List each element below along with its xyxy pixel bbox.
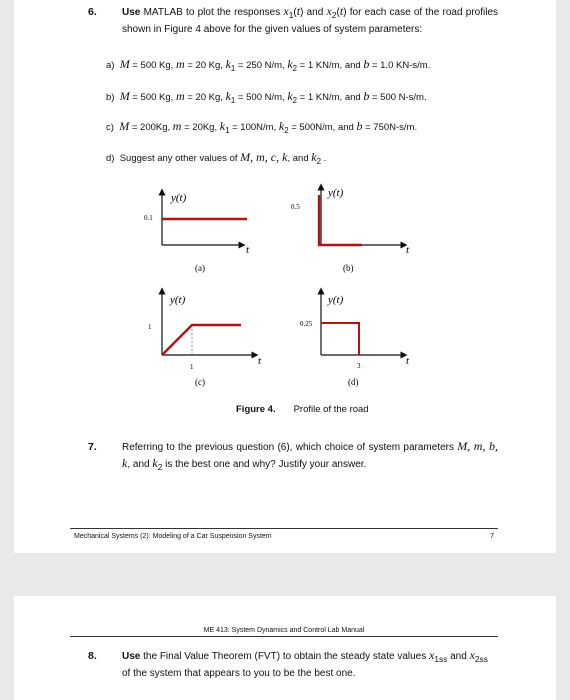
page-header: ME 413: System Dynamics and Control Lab Manual <box>203 627 365 634</box>
document-page-7 <box>14 0 556 553</box>
graph-d-x-label: t <box>406 355 410 367</box>
question-6-item-d: d) Suggest any other values of M, m, c, k, and $k_2$ . <box>106 150 327 166</box>
question-7-number: 7. <box>88 441 97 453</box>
graph-d-profile-line <box>321 323 359 355</box>
graph-b-x-label: t <box>406 244 410 256</box>
graph-a-x-label: t <box>246 244 250 256</box>
graph-b-y-tick: 0.5 <box>291 203 300 211</box>
question-7-text: Referring to the previous question (6), which choice of system parameters M, m, b, k, and $k_2$ is the best one and why? Justify your answer. <box>122 439 498 472</box>
figure-4-label: Figure 4. <box>236 404 276 415</box>
question-6-item-c: c) M = 200Kg, m = 20Kg, $k_1 = 100N/m$, $k_2 = 500N/m$, and b = 750N-s/m. <box>106 119 418 135</box>
graph-d <box>300 291 410 387</box>
question-8-number: 8. <box>88 650 97 662</box>
graph-d-caption: (d) <box>348 377 359 387</box>
header-rule <box>70 636 498 637</box>
figure-4-road-profiles <box>14 175 556 415</box>
graph-c-x-label: t <box>258 355 262 367</box>
graph-a-y-label: y(t) <box>171 192 187 204</box>
question-6-item-b: b) M = 500 Kg, m = 20 Kg, $k_1 = 500$ N/m, $k_2 = 1$ KN/m, and b = 500 N-s/m. <box>106 89 427 105</box>
question-8-text: Use the Final Value Theorem (FVT) to obtain the steady state values $x_{1ss}$ and $x_{2ss}$ of the system that appears to you to be the best one. <box>122 648 488 679</box>
footer-rule <box>70 528 498 529</box>
graph-c-caption: (c) <box>195 377 205 387</box>
graph-d-y-tick: 0.25 <box>300 320 313 328</box>
graph-b <box>291 187 410 273</box>
graph-c <box>148 291 262 387</box>
graph-c-y-tick: 1 <box>148 323 152 331</box>
graph-b-y-label: y(t) <box>328 187 344 199</box>
question-6-text: Use MATLAB to plot the responses $x_1(t)$ and $x_2(t)$ for each case of the road profiles shown in Figure 4 above for the given values of system parameters: <box>122 4 498 35</box>
graph-d-y-label: y(t) <box>328 294 344 306</box>
page-number: 7 <box>490 533 494 540</box>
graph-a <box>144 192 250 273</box>
graph-b-caption: (b) <box>343 263 354 273</box>
graph-c-profile-line <box>162 325 241 355</box>
graph-c-y-label: y(t) <box>170 294 186 306</box>
page-footer <box>74 533 494 540</box>
footer-title: Mechanical Systems (2): Modeling of a Car Suspension System <box>74 533 272 540</box>
graph-c-x-tick: 1 <box>190 363 194 371</box>
graph-a-caption: (a) <box>195 263 205 273</box>
figure-4-caption <box>236 404 369 415</box>
graph-b-profile-line <box>319 195 362 245</box>
graph-a-y-tick: 0.1 <box>144 214 153 222</box>
document-page-8 <box>14 596 556 700</box>
figure-4-title: Profile of the road <box>293 404 369 415</box>
graph-d-x-tick: 3 <box>357 362 361 370</box>
question-6-item-a: a) M = 500 Kg, m = 20 Kg, $k_1 = 250$ N/m, $k_2 = 1$ KN/m, and b = 1.0 KN-s/m. <box>106 57 431 73</box>
question-6-number: 6. <box>88 6 97 18</box>
